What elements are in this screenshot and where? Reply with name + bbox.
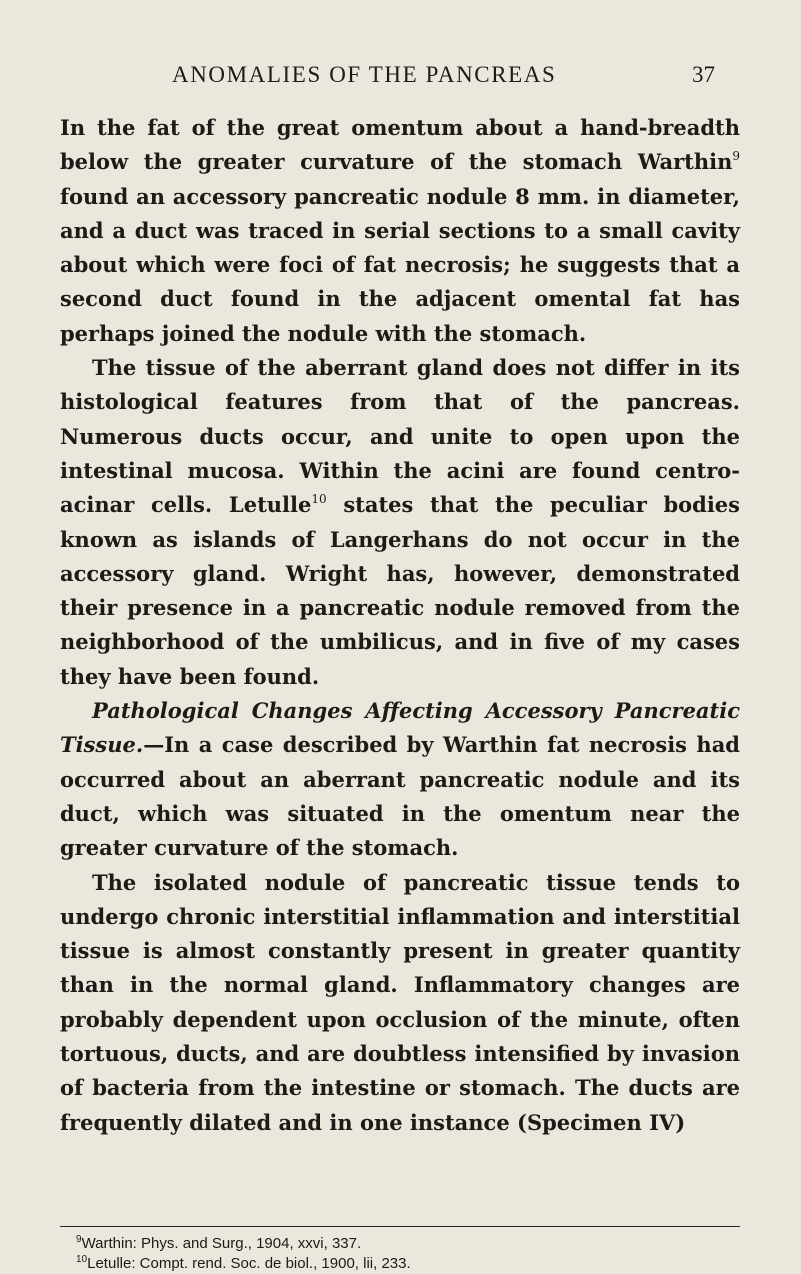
text-run: The tissue of the aberrant gland does not differ in its histological features from that of the pancreas. Numerous ducts occur, and unite to open upon the intestinal mucosa. Within the acini are found centro-acinar cells. Letulle: [60, 355, 740, 518]
footnote-mark: 9: [76, 1234, 82, 1245]
body-text: [60, 111, 740, 1140]
footnote-divider: [60, 1226, 740, 1227]
section-heading: Pathological Changes Affecting Accessory Pancreatic Tissue.: [60, 698, 740, 758]
paragraph: [60, 866, 740, 1140]
paragraph: [60, 351, 740, 694]
footnote-text: Warthin: Phys. and Surg., 1904, xxvi, 337.: [81, 1235, 362, 1252]
running-header: [0, 62, 801, 92]
paragraph: [60, 694, 740, 865]
paragraph: [60, 111, 740, 351]
footnote-reference: 10: [311, 492, 327, 507]
footnote-mark: 10: [76, 1254, 88, 1265]
text-run: states that the peculiar bodies known as islands of Langerhans do not occur in the accessory gland. Wright has, however, demonstrated their presence in a pancreatic nodule removed from the neighborhood of the umbilicus, and in five of my cases they have been found.: [60, 492, 740, 689]
text-run: In the fat of the great omentum about a hand-breadth below the greater curvature of the stomach Warthin: [60, 115, 740, 175]
footnote: [76, 1254, 736, 1274]
text-run: The isolated nodule of pancreatic tissue tends to undergo chronic interstitial inflammation and interstitial tissue is almost constantly present in greater quantity than in the normal gland. Inflammatory changes are probably dependent upon occlusion of the minute, often tortuous, ducts, and are doubtless intensified by invasion of bacteria from the intestine or stomach. The ducts are frequently dilated and in one instance (Specimen IV): [60, 869, 740, 1135]
footnote-text: Letulle: Compt. rend. Soc. de biol., 1900, lii, 233.: [87, 1255, 411, 1272]
footnote-reference: 9: [732, 149, 740, 164]
text-run: found an accessory pancreatic nodule 8 mm. in diameter, and a duct was traced in serial sections to a small cavity about which were foci of fat necrosis; he suggests that a second duct found in the adjacent omental fat has perhaps joined the nodule with the stomach.: [60, 183, 740, 346]
running-title: ANOMALIES OF THE PANCREAS: [172, 62, 557, 87]
footnote: [76, 1234, 736, 1254]
text-run: —In a case described by Warthin fat necrosis had occurred about an aberrant pancreatic nodule and its duct, which was situated in the omentum near the greater curvature of the stomach.: [60, 732, 740, 861]
page-number: 37: [692, 62, 715, 87]
footnotes: [76, 1234, 736, 1274]
